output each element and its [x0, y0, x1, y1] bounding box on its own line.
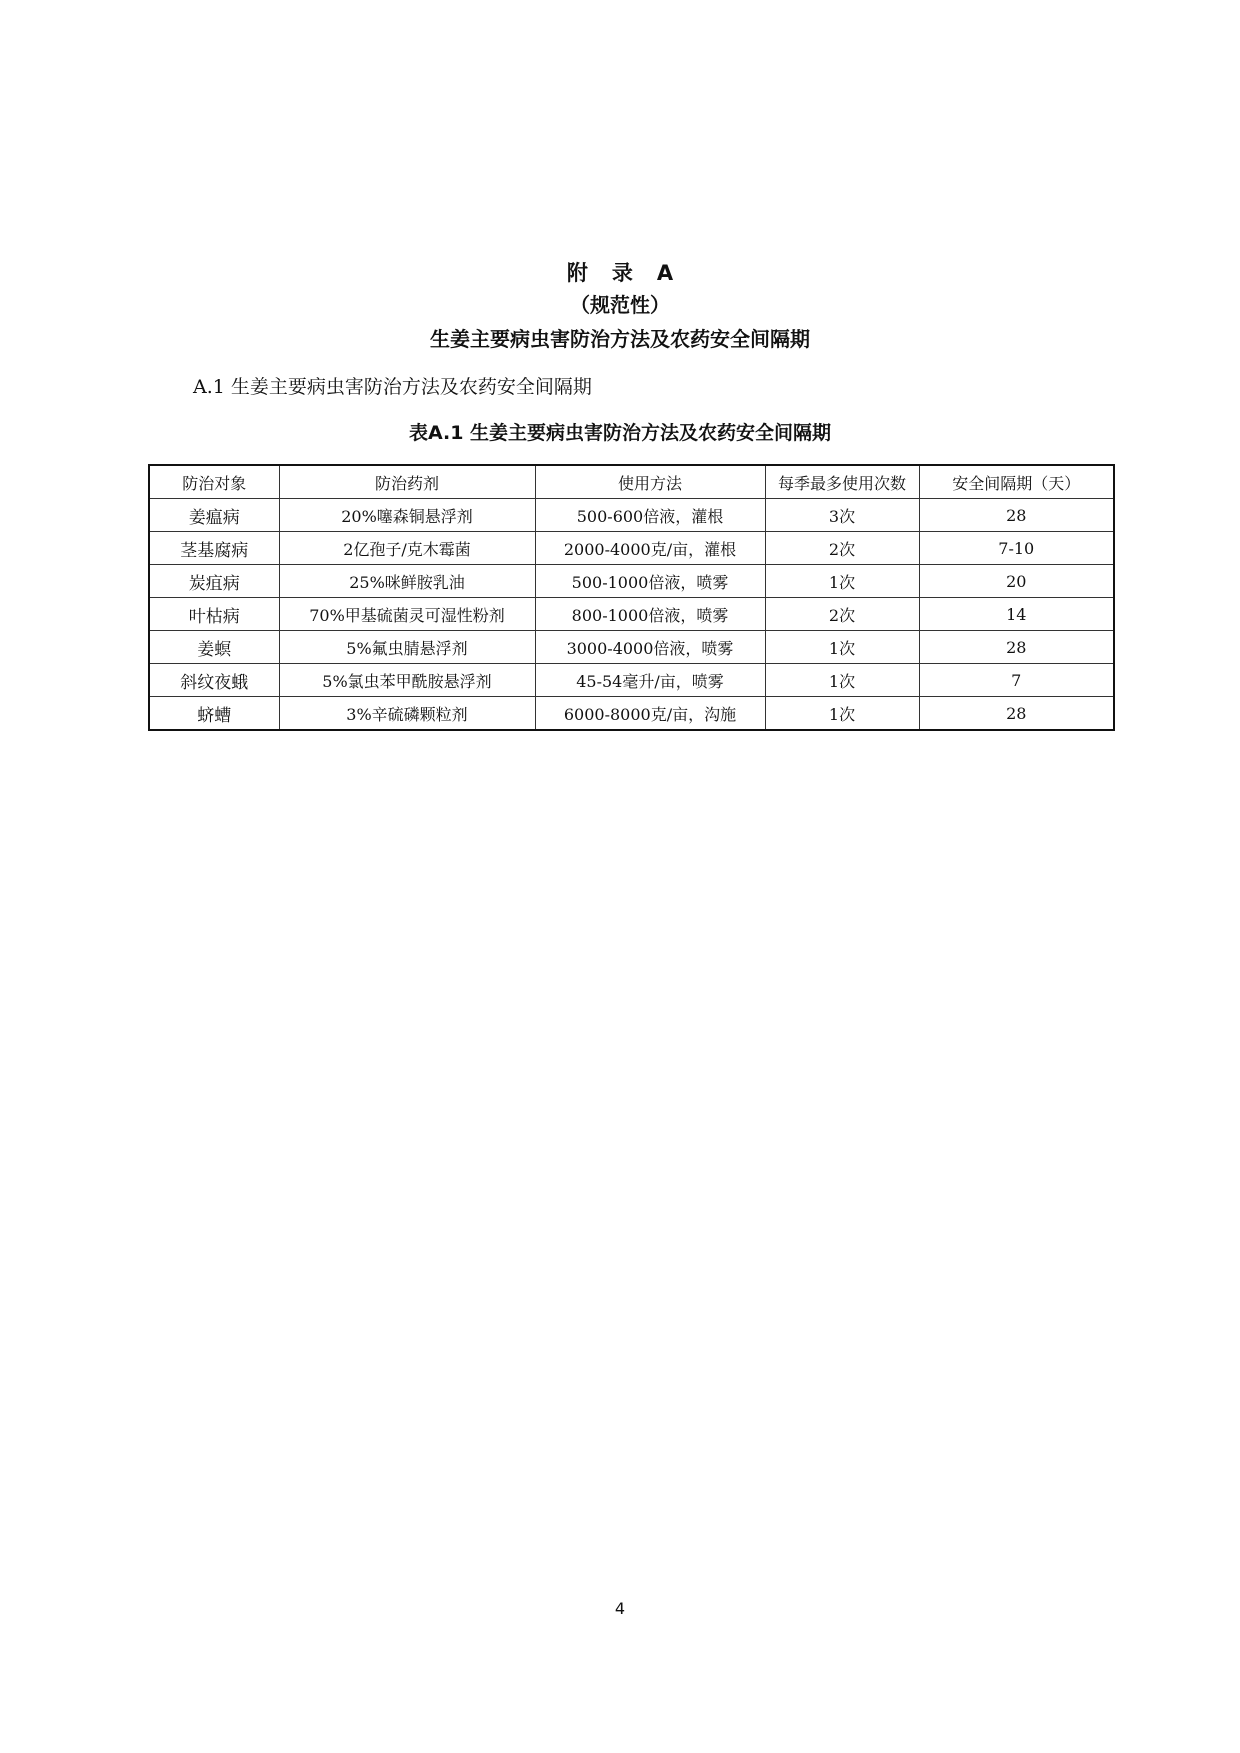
cell-pesticide: 25%咪鲜胺乳油 — [279, 565, 535, 598]
page-number: 4 — [614, 1599, 626, 1618]
table-caption: 表A.1 生姜主要病虫害防治方法及农药安全间隔期 — [408, 422, 832, 444]
cell-target: 叶枯病 — [149, 598, 279, 631]
cell-target: 斜纹夜蛾 — [149, 664, 279, 697]
appendix-label-char1: 附 — [566, 261, 588, 285]
cell-safety-interval: 28 — [919, 631, 1114, 664]
appendix-heading: 生姜主要病虫害防治方法及农药安全间隔期 — [430, 327, 810, 351]
cell-target: 炭疽病 — [149, 565, 279, 598]
cell-safety-interval: 7-10 — [919, 532, 1114, 565]
appendix-label-char2: 录 — [611, 261, 633, 285]
cell-pesticide: 5%氟虫腈悬浮剂 — [279, 631, 535, 664]
header-max-uses: 每季最多使用次数 — [765, 465, 919, 499]
table-row — [149, 565, 1114, 598]
header-target: 防治对象 — [149, 465, 279, 499]
cell-safety-interval: 7 — [919, 664, 1114, 697]
cell-target: 姜螟 — [149, 631, 279, 664]
table-row — [149, 598, 1114, 631]
cell-pesticide: 3%辛硫磷颗粒剂 — [279, 697, 535, 731]
cell-pesticide: 5%氯虫苯甲酰胺悬浮剂 — [279, 664, 535, 697]
table-row — [149, 664, 1114, 697]
cell-method: 45-54毫升/亩，喷雾 — [535, 664, 765, 697]
header-safety-interval: 安全间隔期（天） — [919, 465, 1114, 499]
cell-safety-interval: 28 — [919, 697, 1114, 731]
header-pesticide: 防治药剂 — [279, 465, 535, 499]
cell-method: 3000-4000倍液，喷雾 — [535, 631, 765, 664]
cell-safety-interval: 28 — [919, 499, 1114, 532]
cell-pesticide: 2亿孢子/克木霉菌 — [279, 532, 535, 565]
appendix-nature: （规范性） — [570, 293, 670, 317]
table-row — [149, 499, 1114, 532]
cell-method: 800-1000倍液，喷雾 — [535, 598, 765, 631]
cell-target: 茎基腐病 — [149, 532, 279, 565]
appendix-title — [0, 258, 1240, 288]
cell-max-uses: 2次 — [765, 598, 919, 631]
cell-target: 姜瘟病 — [149, 499, 279, 532]
cell-pesticide: 20%噻森铜悬浮剂 — [279, 499, 535, 532]
cell-max-uses: 1次 — [765, 664, 919, 697]
table-row — [149, 697, 1114, 731]
cell-method: 500-1000倍液，喷雾 — [535, 565, 765, 598]
cell-pesticide: 70%甲基硫菌灵可湿性粉剂 — [279, 598, 535, 631]
table-row — [149, 532, 1114, 565]
table-row — [149, 631, 1114, 664]
section-heading: A.1 生姜主要病虫害防治方法及农药安全间隔期 — [193, 376, 592, 398]
cell-max-uses: 3次 — [765, 499, 919, 532]
cell-method: 6000-8000克/亩，沟施 — [535, 697, 765, 731]
cell-target: 蛴螬 — [149, 697, 279, 731]
cell-max-uses: 1次 — [765, 565, 919, 598]
cell-safety-interval: 20 — [919, 565, 1114, 598]
cell-max-uses: 1次 — [765, 697, 919, 731]
cell-max-uses: 1次 — [765, 631, 919, 664]
appendix-label-letter: A — [656, 261, 674, 285]
cell-max-uses: 2次 — [765, 532, 919, 565]
cell-method: 500-600倍液，灌根 — [535, 499, 765, 532]
table-header-row — [149, 465, 1114, 499]
cell-method: 2000-4000克/亩，灌根 — [535, 532, 765, 565]
cell-safety-interval: 14 — [919, 598, 1114, 631]
header-method: 使用方法 — [535, 465, 765, 499]
pest-control-table — [148, 464, 1115, 731]
